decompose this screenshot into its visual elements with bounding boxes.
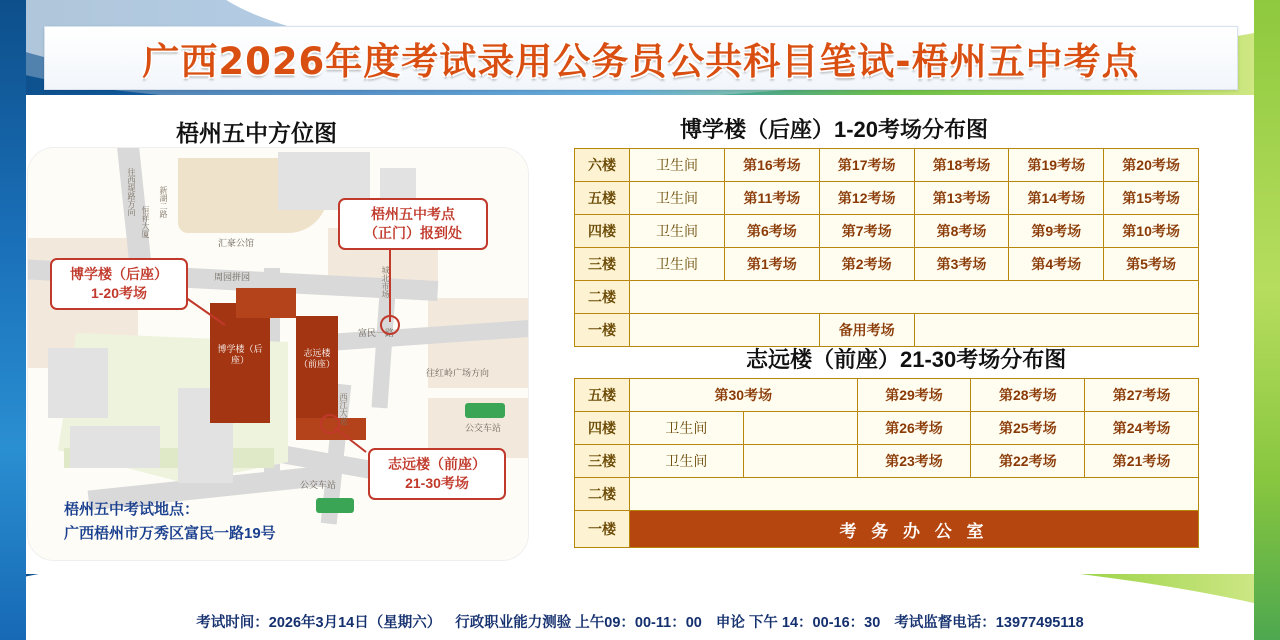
boxue-wc-4: 卫生间 [630, 215, 725, 248]
callout-zhiyuan-building [368, 448, 506, 500]
exam-address-label: 梧州五中考试地点： [64, 501, 200, 518]
zhiyuan-room-23: 第23考场 [857, 445, 971, 478]
map-label-boxue: 博学楼（后座） [217, 344, 263, 365]
table-row [575, 478, 1199, 511]
boxue-room-6: 第6考场 [725, 215, 820, 248]
table-row [575, 511, 1199, 548]
table-row [575, 281, 1199, 314]
zhiyuan-room-24: 第24考场 [1085, 412, 1199, 445]
map-label-xinhu-road: 新湖二路 [159, 186, 168, 218]
zhiyuan-floor-4-gap [743, 412, 857, 445]
zhiyuan-floor-1: 一楼 [575, 511, 630, 548]
map-building-zhiyuan [296, 316, 338, 426]
zhiyuan-room-29: 第29考场 [857, 379, 971, 412]
footer-subject-2: 申论 下午 14：00-16：30 [715, 615, 881, 631]
zhiyuan-table [574, 378, 1199, 548]
exam-address [64, 498, 276, 546]
callout-checkin-line1: 梧州五中考点 [371, 206, 455, 222]
zhiyuan-room-26: 第26考场 [857, 412, 971, 445]
table-row [575, 182, 1199, 215]
boxue-floor-1-left [630, 314, 820, 347]
boxue-room-17: 第17考场 [819, 149, 914, 182]
callout-boxue-line2: 1-20考场 [90, 285, 148, 301]
boxue-room-8: 第8考场 [914, 215, 1009, 248]
map-label-zhiyuan: 志远楼（前座） [298, 348, 335, 369]
zhiyuan-room-21: 第21考场 [1085, 445, 1199, 478]
zhiyuan-table-title: 志远楼（前座）21-30考场分布图 [746, 347, 1067, 372]
zhiyuan-floor-3: 三楼 [575, 445, 630, 478]
map-bus-icon-1 [316, 498, 354, 513]
map-label-xijiang-avenue: 西江大道 [339, 393, 348, 425]
map-building-zhiyuan-wing [296, 418, 366, 440]
boxue-table-title: 博学楼（后座）1-20考场分布图 [680, 117, 989, 142]
map-label-bus-stop-2: 公交车站 [465, 423, 502, 433]
boxue-wc-6: 卫生间 [630, 149, 725, 182]
boxue-room-20: 第20考场 [1104, 149, 1199, 182]
map-label-huihao: 汇豪公馆 [218, 238, 255, 248]
left-border-strip [0, 0, 26, 640]
boxue-room-5: 第5考场 [1104, 248, 1199, 281]
map-campus-court [70, 426, 160, 468]
boxue-room-12: 第12考场 [819, 182, 914, 215]
footer-subject-1: 行政职业能力测验 上午09：00-11：00 [455, 615, 702, 631]
zhiyuan-floor-5: 五楼 [575, 379, 630, 412]
zhiyuan-floor-2: 二楼 [575, 478, 630, 511]
callout-checkin-line2: （正门）报到处 [364, 225, 462, 241]
boxue-floor-2: 二楼 [575, 281, 630, 314]
boxue-room-14: 第14考场 [1009, 182, 1104, 215]
boxue-room-19: 第19考场 [1009, 149, 1104, 182]
boxue-floor-1: 一楼 [575, 314, 630, 347]
table-row [575, 149, 1199, 182]
footer-hotline: 考试监督电话：13977495118 [894, 615, 1084, 631]
map-label-hongling-direction: 往红岭广场方向 [426, 368, 490, 378]
callout-zhiyuan-line1: 志远楼（前座） [388, 456, 486, 472]
right-border-strip [1254, 0, 1280, 640]
callout-boxue-line1: 博学楼（后座） [70, 266, 168, 282]
boxue-floor-1-right [914, 314, 1198, 347]
boxue-room-4: 第4考场 [1009, 248, 1104, 281]
table-row [575, 248, 1199, 281]
boxue-wc-5: 卫生间 [630, 182, 725, 215]
boxue-backup-room: 备用考场 [819, 314, 914, 347]
callout-checkin-point [338, 198, 488, 250]
boxue-floor-5: 五楼 [575, 182, 630, 215]
footer-info [0, 611, 1280, 632]
boxue-room-2: 第2考场 [819, 248, 914, 281]
zhiyuan-room-22: 第22考场 [971, 445, 1085, 478]
exam-address-value: 广西梧州市万秀区富民一路19号 [64, 525, 276, 542]
boxue-room-9: 第9考场 [1009, 215, 1104, 248]
map-bus-icon-2 [465, 403, 505, 418]
zhiyuan-floor-3-gap [743, 445, 857, 478]
boxue-floor-6: 六楼 [575, 149, 630, 182]
map-title: 梧州五中方位图 [176, 120, 337, 146]
zhiyuan-floor-4: 四楼 [575, 412, 630, 445]
boxue-room-1: 第1考场 [725, 248, 820, 281]
table-row [575, 412, 1199, 445]
footer-exam-time: 考试时间：2026年3月14日（星期六） [196, 615, 442, 631]
zhiyuan-room-25: 第25考场 [971, 412, 1085, 445]
map-label-chengbei-market: 城北市场 [381, 266, 390, 298]
zhiyuan-wc-4: 卫生间 [630, 412, 744, 445]
boxue-room-15: 第15考场 [1104, 182, 1199, 215]
zhiyuan-wc-3: 卫生间 [630, 445, 744, 478]
callout-zhiyuan-line2: 21-30考场 [405, 475, 469, 491]
boxue-room-13: 第13考场 [914, 182, 1009, 215]
table-row [575, 314, 1199, 347]
callout-boxue-building [50, 258, 188, 310]
map-label-hengxiang: 恒祥大厦 [141, 206, 150, 238]
boxue-room-16: 第16考场 [725, 149, 820, 182]
boxue-room-10: 第10考场 [1104, 215, 1199, 248]
boxue-room-7: 第7考场 [819, 215, 914, 248]
boxue-room-3: 第3考场 [914, 248, 1009, 281]
boxue-wc-3: 卫生间 [630, 248, 725, 281]
boxue-floor-3: 三楼 [575, 248, 630, 281]
boxue-table [574, 148, 1199, 347]
map-label-xidi-direction: 往西堤路方向 [127, 168, 136, 216]
zhiyuan-room-27: 第27考场 [1085, 379, 1199, 412]
zhiyuan-room-28: 第28考场 [971, 379, 1085, 412]
table-row [575, 379, 1199, 412]
boxue-floor-4: 四楼 [575, 215, 630, 248]
boxue-room-11: 第11考场 [725, 182, 820, 215]
zhiyuan-room-30: 第30考场 [630, 379, 858, 412]
map-label-fumin-road: 富民一路 [358, 328, 395, 338]
table-row [575, 445, 1199, 478]
poster-title-banner [44, 26, 1238, 90]
map-building-boxue-wing [236, 288, 296, 318]
boxue-floor-2-empty [630, 281, 1199, 314]
exam-affairs-office: 考 务 办 公 室 [630, 511, 1199, 548]
page-title: 广西2026年度考试录用公务员公共科目笔试-梧州五中考点 [142, 40, 1140, 83]
map-label-bus-stop-1: 公交车站 [300, 480, 337, 490]
map-campus-yard [48, 348, 108, 418]
zhiyuan-floor-2-empty [630, 478, 1199, 511]
boxue-room-18: 第18考场 [914, 149, 1009, 182]
map-label-zhouyuan: 周园拼园 [214, 272, 251, 282]
table-row [575, 215, 1199, 248]
